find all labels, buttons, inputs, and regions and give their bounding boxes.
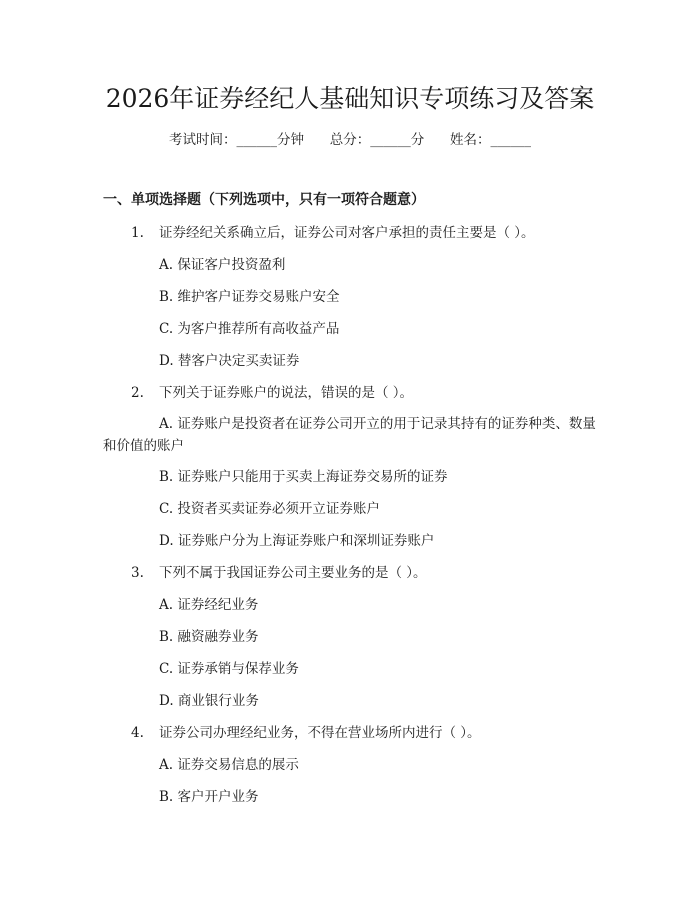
question-number: 2.	[131, 385, 144, 401]
question-text: 下列不属于我国证券公司主要业务的是（ ）。	[159, 565, 427, 581]
question-2	[131, 383, 413, 403]
option-2b: B. 证券账户只能用于买卖上海证券交易所的证券	[159, 469, 448, 485]
option-3a: A. 证券经纪业务	[159, 597, 259, 613]
option-4a: A. 证券交易信息的展示	[159, 757, 299, 773]
option-2d: D. 证券账户分为上海证券账户和深圳证券账户	[159, 533, 435, 549]
question-number: 3.	[131, 565, 144, 581]
score-label: 总分：	[329, 132, 371, 148]
option-1d: D. 替客户决定买卖证券	[159, 353, 300, 369]
question-number: 1.	[131, 225, 144, 241]
score-unit: 分	[410, 132, 425, 148]
question-1	[131, 223, 535, 243]
exam-info-line	[0, 130, 700, 150]
score-blank: ______	[370, 132, 411, 148]
option-1b: B. 维护客户证券交易账户安全	[159, 289, 340, 305]
section-heading: 一、单项选择题（下列选项中，只有一项符合题意）	[103, 192, 425, 208]
document-title: 2026年证券经纪人基础知识专项练习及答案	[105, 84, 595, 113]
option-4b: B. 客户开户业务	[159, 789, 259, 805]
question-number: 4.	[131, 725, 144, 741]
name-blank: ______	[490, 132, 531, 148]
question-3	[131, 563, 427, 583]
question-text: 证券经纪关系确立后，证券公司对客户承担的责任主要是（ ）。	[159, 225, 535, 241]
option-1a: A. 保证客户投资盈利	[159, 257, 286, 273]
option-2a: A. 证券账户是投资者在证券公司开立的用于记录其持有的证券种类、数量和价值的账户	[103, 416, 596, 454]
option-2c: C. 投资者买卖证券必须开立证券账户	[159, 501, 380, 517]
option-3d: D. 商业银行业务	[159, 693, 259, 709]
question-4	[131, 723, 481, 743]
option-1c: C. 为客户推荐所有高收益产品	[159, 321, 340, 337]
question-text: 证券公司办理经纪业务，不得在营业场所内进行（ ）。	[159, 725, 481, 741]
option-3b: B. 融资融券业务	[159, 629, 259, 645]
exam-time-unit: 分钟	[277, 132, 304, 148]
exam-time-label: 考试时间：	[169, 132, 237, 148]
name-label: 姓名：	[450, 132, 491, 148]
option-3c: C. 证券承销与保荐业务	[159, 661, 299, 677]
question-text: 下列关于证券账户的说法，错误的是（ ）。	[159, 385, 414, 401]
exam-time-blank: ______	[236, 132, 277, 148]
